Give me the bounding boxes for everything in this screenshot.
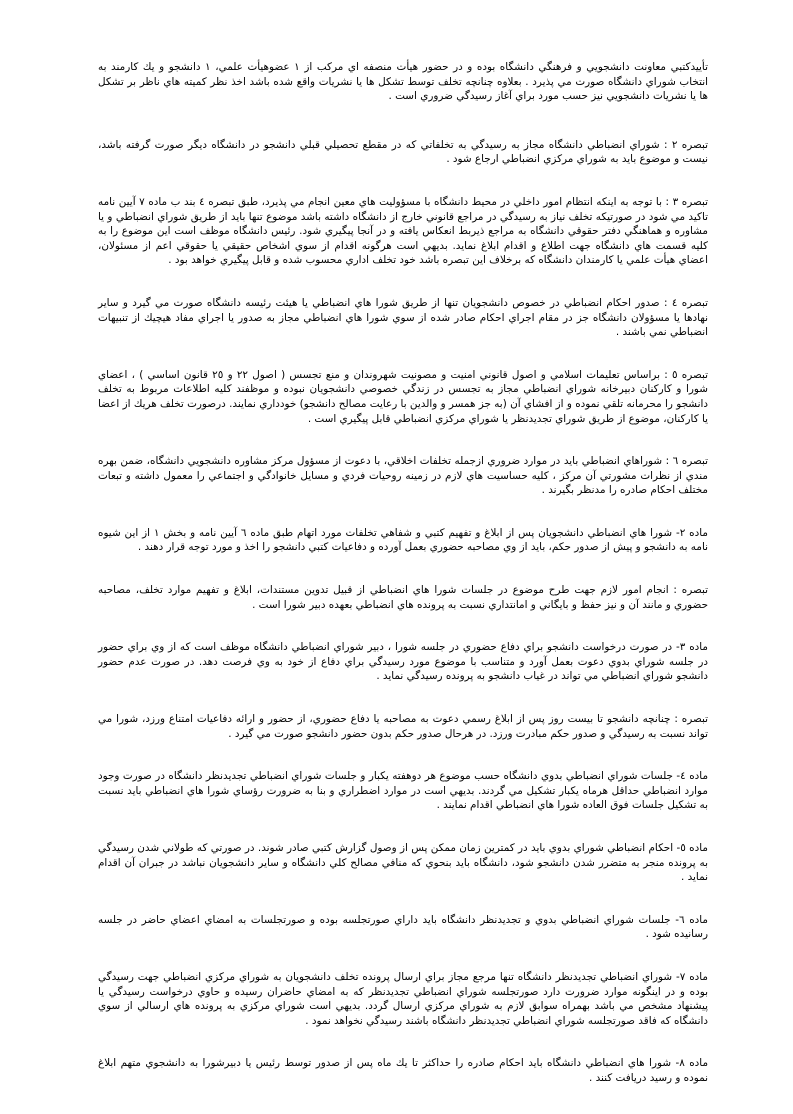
paragraph-note-3: تبصره ۳ : با توجه به اينكه انتظام امور داخلي در محيط دانشگاه با مسؤوليت هاي معين انجام مي پذيرد، طبق تبصره ٤ بند ب ماده ۷ آيين نامه تاكيد مي شود در صورتيكه تخلف نياز به رسيدگي در مراجع قانوني خارج از دانشگاه داشته باشد موضوع تنها بايد از طريق شوراي انضباطي و يا مشاوره و هماهنگي دفتر حقوقي دانشگاه به مراجع ذيربط انعكاس يافته و در آنجا پيگيري شود. رئيس دانشگاه موظف است اين موضوع را به كليه قسمت هاي دانشگاه جهت اطلاع و اقدام ابلاغ نمايد. بديهي است هرگونه اقدام از سوي اشخاص حقيقي يا حقوقي اعم از مسئولان، اعضاي هيأت علمي يا كارمندان دانشگاه كه برخلاف اين تبصره باشد خود تخلف اداري محسوب شده و قابل پيگيري خواهد بود . (98, 195, 708, 267)
document-page (98, 60, 708, 1114)
paragraph-article-2-note: تبصره : انجام امور لازم جهت طرح موضوع در جلسات شورا هاي انضباطي از قبيل تدوين مستندات، ابلاغ و تفهيم موارد تخلف، مصاحبه حضوري و مانند آن و نيز حفظ و بايگاني و امانتداري نسبت به پرونده هاي انضباطي بعهده دبير شورا است . (98, 584, 708, 611)
paragraph-article-3-note: تبصره : چنانچه دانشجو تا بيست روز پس از ابلاغ رسمي دعوت به مصاحبه يا دفاع حضوري، از حضور و ارائه دفاعيات امتناع ورزد، شورا مي تواند نسبت به رسيدگي و صدور حكم مبادرت ورزد. در هرحال صدور حكم بدون حضور دانشجو صورت مي گيرد . (98, 713, 708, 740)
paragraph-article-4: ماده ٤- جلسات شوراي انضباطي بدوي دانشگاه حسب موضوع هر دوهفته يكبار و جلسات شوراي انضباطي تجديدنظر دانشگاه در صورت وجود موارد انضباطي حداقل هرماه يكبار تشكيل مي گردند. بديهي است در موارد اضطراري و بنا به ضرورت رؤساي شورا هاي انضباطي بايد نسبت به تشكيل جلسات فوق العاده شورا هاي انضباطي اقدام نمايند . (98, 770, 709, 812)
paragraph-note-4: تبصره ٤ : صدور احكام انضباطي در خصوص دانشجويان تنها از طريق شورا هاي انضباطي يا هيئت رئيسه دانشگاه صورت مي گيرد و ساير نهادها يا مسؤولان دانشگاه جز در مقام اجراي احكام صادر شده از سوي شورا هاي انضباطي مجاز به صدور يا اجراي مفاد هيچيك از تنبيهات انضباطي نمي باشند . (98, 296, 708, 339)
paragraph-article-3: ماده ۳- در صورت درخواست دانشجو براي دفاع حضوري در جلسه شورا ، دبير شوراي انضباطي دانشگاه موظف است كه از وي براي حضور در جلسه شوراي بدوي دعوت بعمل آورد و متناسب با موضوع مورد رسيدگي براي دفاع از خود به وي فرصت دهد. در صورت عدم حضور دانشجو شوراي انضباطي مي تواند در غياب دانشجو به پرونده رسيدگي نمايد . (98, 641, 709, 683)
paragraph-note-5: تبصره ٥ : براساس تعليمات اسلامي و اصول قانوني امنيت و مصونيت شهروندان و منع تجسس ( اصول ۲۲ و ۲٥ قانون اساسي ) ، اعضاي شورا و كاركنان دبيرخانه شوراي انضباطي مجاز به تجسس در زندگي خصوصي دانشجويان نبوده و موظفند كليه اطلاعات مربوط به تخلف دانشجو را محرمانه تلقي نموده و از افشاي آن (به جز همسر و والدين با رعايت مصالح دانشجو) خودداري نمايند. درصورت تخلف هريك از اعضا يا كاركنان، موضوع از طريق شوراي تجديدنظر يا شوراي مركزي انضباطي قابل پيگيري است . (98, 368, 709, 425)
paragraph-note-2: تبصره ۲ : شوراي انضباطي دانشگاه مجاز به رسيدگي به تخلفاتي كه در مقطع تحصيلي قبلي دانشجو در دانشگاه ديگر صورت گرفته باشد، نيست و موضوع بايد به شوراي مركزي انضباطي ارجاع شود . (98, 138, 708, 166)
paragraph-article-5: ماده ٥- احكام انضباطي شوراي بدوي بايد در كمترين زمان ممكن پس از وصول گزارش كتبي صادر شوند. در صورتي كه طولاني شدن رسيدگي به پرونده منجر به متضرر شدن دانشجو شود، دانشگاه بايد بنحوي كه منافي مصالح كلي دانشگاه و ساير دانشجويان نباشد در جبران آن اقدام نمايد . (98, 842, 708, 884)
paragraph-article-2: ماده ۲- شورا هاي انضباطي دانشجويان پس از ابلاغ و تفهيم كتبي و شفاهي تخلفات مورد اتهام طبق ماده ٦ آيين نامه و بخش ۱ از اين شيوه نامه به دانشجو و پيش از صدور حكم، بايد از وي مصاحبه حضوري بعمل آورده و دفاعيات كتبي دانشجو را اخذ و مورد توجه قرار دهند . (98, 526, 708, 554)
paragraph-article-6: ماده ٦- جلسات شوراي انضباطي بدوي و تجديدنظر دانشگاه بايد داراي صورتجلسه بوده و صورتجلسات به امضاي اعضاي حاضر در جلسه رسانيده شود . (98, 913, 708, 941)
paragraph-article-7: ماده ۷- شوراي انضباطي تجديدنظر دانشگاه تنها مرجع مجاز براي ارسال پرونده تخلف دانشجويان به شوراي مركزي انضباطي جهت رسيدگي بوده و در اينگونه موارد ضرورت دارد صورتجلسه شوراي انضباطي تجديدنظر كه به امضاي حاضران رسيده و حاوي درخواست رسيدگي يا پيشنهاد مشخص مي باشد بهمراه سوابق لازم به شوراي مركزي ارسال گردد. بديهي است شوراي مركزي به پرونده هاي ارسالي از سوي دانشگاه كه فاقد صورتجلسه شوراي انضباطي تجديدنظر دانشگاه باشند رسيدگي نخواهد نمود . (98, 970, 708, 1027)
paragraph-article-8: ماده ۸- شورا هاي انضباطي دانشگاه بايد احكام صادره را حداكثر تا يك ماه پس از صدور توسط رئيس يا دبيرشورا به دانشجوي متهم ابلاغ نموده و رسيد دريافت كنند . (98, 1057, 709, 1084)
paragraph-intro: تأييدكتبي معاونت دانشجويي و فرهنگي دانشگاه بوده و در حضور هيأت منصفه اي مركب از ۱ عضوهيأت علمي، ۱ دانشجو و يك كارمند به انتخاب شوراي دانشگاه صورت مي پذيرد . بعلاوه چنانچه تخلف توسط تشكل ها يا نشريات واقع شده باشد اخذ نظر كميته هاي ناظر بر تشكل ها يا نشريات دانشجويي نيز حسب مورد براي آغاز رسيدگي ضروري است . (98, 61, 708, 103)
paragraph-note-6: تبصره ٦ : شوراهاي انضباطي بايد در موارد ضروري ازجمله تخلفات اخلاقي، با دعوت از مسؤول مركز مشاوره دانشجويي دانشگاه، ضمن بهره مندي از نظرات مشورتي آن مركز ، كليه حساسيت هاي لازم در زمينه روحيات فردي و مسايل خانوادگي و اجتماعي را معمول داشته و تبعات مختلف احكام صادره را مدنظر بگيرند . (98, 455, 708, 497)
